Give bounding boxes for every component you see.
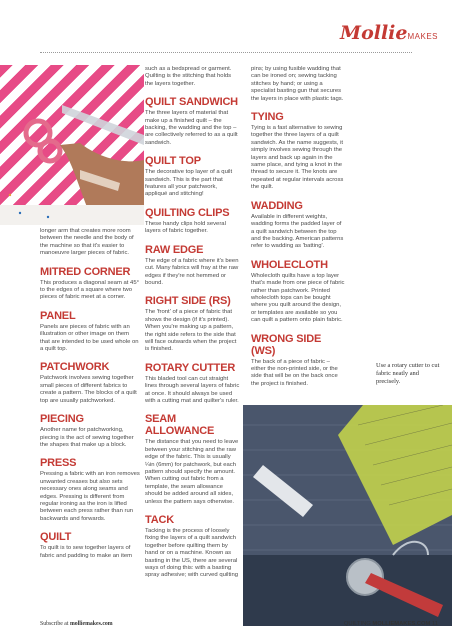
heading-quilt-top: QUILT TOP [145, 155, 201, 168]
heading-quilt-sandwich: QUILT SANDWICH [145, 96, 238, 109]
body-wadding: Available in different weights, wadding forms the padded layer of a quilt sandwich between the top and the backing. American patterns refer to wadding as 'batting'. [251, 213, 344, 250]
heading-rotary-cutter: ROTARY CUTTER [145, 361, 236, 374]
page-number: 11 [431, 621, 438, 627]
body-quilt-sandwich: The three layers of material that make up a finished quilt – the backing, the wadding and the top – are collectively referred to as a quilt sandwich. [145, 110, 238, 146]
column-1 [40, 228, 140, 562]
body-rotary-cutter: This bladed tool can cut straight lines through several layers of fabric at once. It should always be used with a cutting mat and quilter's ruler. [145, 375, 240, 404]
column-2 [145, 66, 240, 582]
body-mitred-corner: This produces a diagonal seam at 45° to the edges of a square where two pieces of fabric meet at a corner. [40, 279, 139, 301]
col2-intro: such as a bedspread or garment. Quilting is the stitching that holds the layers together. [145, 66, 232, 87]
photo-rotary-cutter [243, 405, 452, 626]
body-seam-allowance: The distance that you need to leave between your stitching and the raw edge of the fabric. This is usually ¼in (6mm) for patchwork, but each pattern should specify the amount. When cutting out fabric from a template, the seam allowance should be added around all sides, unless the pattern says otherwise. [145, 439, 239, 505]
column-3 [251, 66, 346, 390]
heading-seam-allowance: SEAM ALLOWANCE [145, 413, 215, 438]
heading-wholecloth: WHOLECLOTH [251, 258, 328, 271]
body-raw-edge: The edge of a fabric where it's been cut. Many fabrics will fray at the raw edges if they're not hemmed or bound. [145, 257, 239, 286]
heading-wadding: WADDING [251, 199, 303, 212]
body-tack: Tacking is the process of loosely fixing the layers of a quilt sandwich together before quilting them by hand or on a machine. Known as basting in the US, there are several ways of doing this: with a basting spray adhesive; with curved quilting [145, 528, 238, 579]
footer-subscribe-prefix: Subscribe at [40, 621, 70, 627]
heading-patchwork: PATCHWORK [40, 361, 110, 374]
body-panel: Panels are pieces of fabric with an illustration or other image on them that are intended to be used whole on a quilt top. [40, 323, 139, 353]
scissors-icon [0, 65, 144, 225]
body-press: Pressing a fabric with an iron removes unwanted creases but also sets necessary ones along seams and edges. Pressing is different from regular ironing as the iron is lifted between each press rather than run backwards and forwards. [40, 471, 140, 522]
mollie-makes-logo[interactable] [340, 22, 438, 44]
logo-script: Mollie [340, 22, 408, 44]
footer-folio [344, 621, 438, 627]
body-wholecloth: Wholecloth quilts have a top layer that's made from one piece of fabric rather than patchwork. Printed wholecloth tops can be bought where you quilt around the design, or templates are available so you can quilt a pattern onto plain fabric. [251, 272, 345, 324]
heading-raw-edge: RAW EDGE [145, 243, 204, 256]
body-patchwork: Patchwork involves sewing together small pieces of different fabrics to create a pattern. The blocks of a quilt top are usually patchworked. [40, 375, 137, 404]
heading-piecing: PIECING [40, 413, 84, 426]
heading-wrong-side: WRONG SIDE (WS) [251, 332, 322, 357]
footer-section: QUILTING [343, 621, 373, 627]
heading-mitred-corner: MITRED CORNER [40, 265, 131, 278]
photo-fabric-scissors [0, 65, 144, 225]
footer-subscribe-site[interactable]: molliemakes.com [69, 621, 113, 627]
logo-makes: MAKES [407, 32, 438, 41]
body-piecing: Another name for patchworking, piecing is the act of sewing together the shapes that make up a block. [40, 427, 134, 448]
heading-quilting-clips: QUILTING CLIPS [145, 206, 230, 219]
body-quilt-top: The decorative top layer of a quilt sandwich. This is the part that features all your patchwork, appliqué and stitching! [145, 169, 233, 198]
photo-caption: Use a rotary cutter to cut fabric neatly and precisely. [376, 362, 440, 385]
heading-press: PRESS [40, 457, 77, 470]
body-wrong-side: The back of a piece of fabric – either the non-printed side, or the side that will be on the back once the project is finished. [251, 358, 338, 387]
heading-panel: PANEL [40, 309, 76, 322]
heading-tying: TYING [251, 111, 284, 124]
heading-quilt: QUILT [40, 531, 72, 544]
body-tying: Tying is a fast alternative to sewing together the three layers of a quilt sandwich. As the name suggests, it simply involves sewing through the layers and back up again in the same place, and tying a knot in the thread to secure it. The knots are repeated at regular intervals across the quilt. [251, 125, 344, 191]
rotary-cutter-icon [243, 405, 452, 626]
col1-intro: longer arm that creates more room between the needle and the body of the machine so that it's easier to manoeuvre larger pieces of fabric. [40, 228, 134, 257]
body-quilt: To quilt is to sew together layers of fabric and padding to make an item [40, 545, 133, 559]
footer-site[interactable]: MOLLIEMAKES.COM [372, 621, 431, 627]
footer-subscribe[interactable] [40, 621, 113, 627]
header-rule [40, 52, 412, 53]
body-quilting-clips: These handy clips hold several layers of fabric together. [145, 220, 226, 235]
heading-right-side: RIGHT SIDE (RS) [145, 295, 231, 308]
col3-intro: pins; by using fusible wadding that can be ironed on; sewing tacking stitches by hand; or using a specialist basting gun that secures the layers in place with plastic tags. [251, 66, 344, 102]
heading-tack: TACK [145, 514, 174, 527]
body-right-side: The 'front' of a piece of fabric that shows the design (if it's printed). When you're making up a pattern, the right side refers to the side that will face outwards when the project is finished. [145, 309, 237, 353]
